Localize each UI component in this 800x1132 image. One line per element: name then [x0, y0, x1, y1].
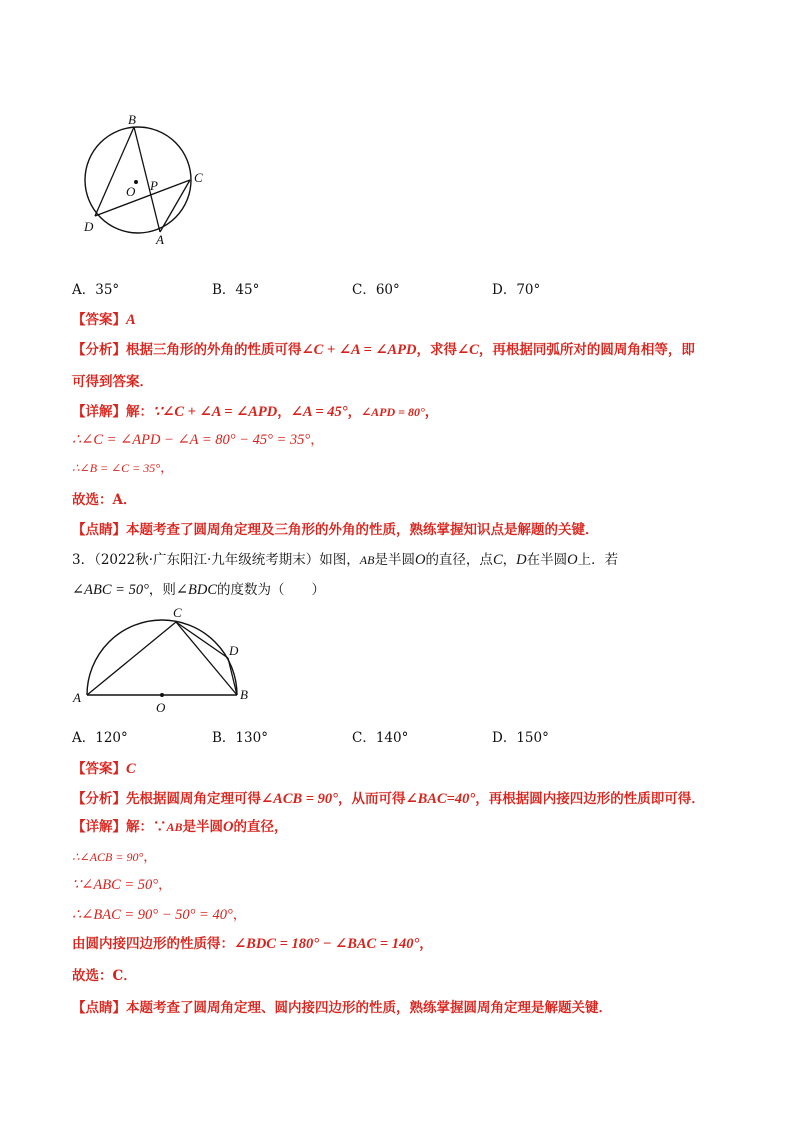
q3-detail-line1: 【详解】解：∵AB是半圆O的直径， — [72, 819, 288, 835]
q2-comment: 【点睛】本题考查了圆周角定理及三角形的外角的性质，熟练掌握知识点是解题的关键． — [72, 522, 599, 538]
q2-option-b: B．45° — [212, 282, 260, 298]
label-b: B — [240, 687, 248, 702]
label-o: O — [126, 184, 136, 199]
q3-analysis: 【分析】先根据圆周角定理可得∠ACB = 90°，从而可得∠BAC=40°，再根据圆内接四边形的性质即可得． — [72, 791, 705, 807]
label-p: P — [150, 178, 158, 193]
q2-analysis-line2: 可得到答案． — [72, 374, 153, 390]
label-d: D — [229, 643, 239, 658]
label-d: D — [84, 219, 94, 234]
q3-detail-line3: ∵∠ABC = 50°， — [72, 877, 172, 893]
q2-answer: 【答案】A — [72, 312, 136, 328]
q3-option-b: B．130° — [212, 730, 268, 746]
q3-stem-line1: 3．（2022秋·广东阳江·九年级统考期末）如图，AB是半圆O的直径，点C，D在半圆O上．若 — [72, 552, 619, 568]
center-dot — [160, 693, 164, 697]
label-c: C — [194, 170, 203, 185]
semicircle-arc — [87, 620, 237, 695]
label-a: A — [73, 690, 81, 705]
q3-option-d: D．150° — [492, 730, 549, 746]
q3-option-a: A．120° — [72, 730, 128, 746]
label-a: A — [156, 232, 164, 247]
q2-analysis-line1: 【分析】根据三角形的外角的性质可得∠C + ∠A = ∠APD，求得∠C，再根据同弧所对的圆周角相等，即 — [72, 342, 695, 358]
q3-option-c: C．140° — [352, 730, 409, 746]
q2-circle-figure — [78, 110, 218, 250]
q2-choose: 故选：A． — [72, 492, 137, 508]
q2-detail-line2: ∴∠C = ∠APD − ∠A = 80° − 45° = 35°， — [72, 432, 324, 448]
q3-semicircle-figure — [70, 602, 270, 720]
q2-detail-line1: 【详解】解：∵∠C + ∠A = ∠APD，∠A = 45°，∠APD = 80°， — [72, 404, 439, 420]
chord-ca — [160, 180, 190, 232]
q2-option-c: C．60° — [352, 282, 400, 298]
segment-ac — [87, 622, 176, 695]
q3-detail-line5: 由圆内接四边形的性质得：∠BDC = 180° − ∠BAC = 140°， — [72, 936, 433, 952]
chord-dc — [95, 180, 190, 216]
chord-bd — [95, 127, 134, 216]
q2-detail-line3: ∴∠B = ∠C = 35°， — [72, 460, 174, 476]
q3-detail-line4: ∴∠BAC = 90° − 50° = 40°， — [72, 907, 247, 923]
q2-option-d: D．70° — [492, 282, 541, 298]
q3-stem-line2: ∠ABC = 50°，则∠BDC的度数为（ ） — [72, 582, 326, 598]
q2-option-a: A．35° — [72, 282, 120, 298]
label-c: C — [173, 605, 182, 620]
q3-answer: 【答案】C — [72, 761, 136, 777]
q3-detail-line2: ∴∠ACB = 90°， — [72, 849, 157, 865]
label-b: B — [128, 112, 136, 127]
q3-comment: 【点睛】本题考查了圆周角定理、圆内接四边形的性质，熟练掌握圆周角定理是解题关键． — [72, 1000, 612, 1016]
q3-choose: 故选：C． — [72, 968, 137, 984]
label-o: O — [156, 700, 166, 715]
